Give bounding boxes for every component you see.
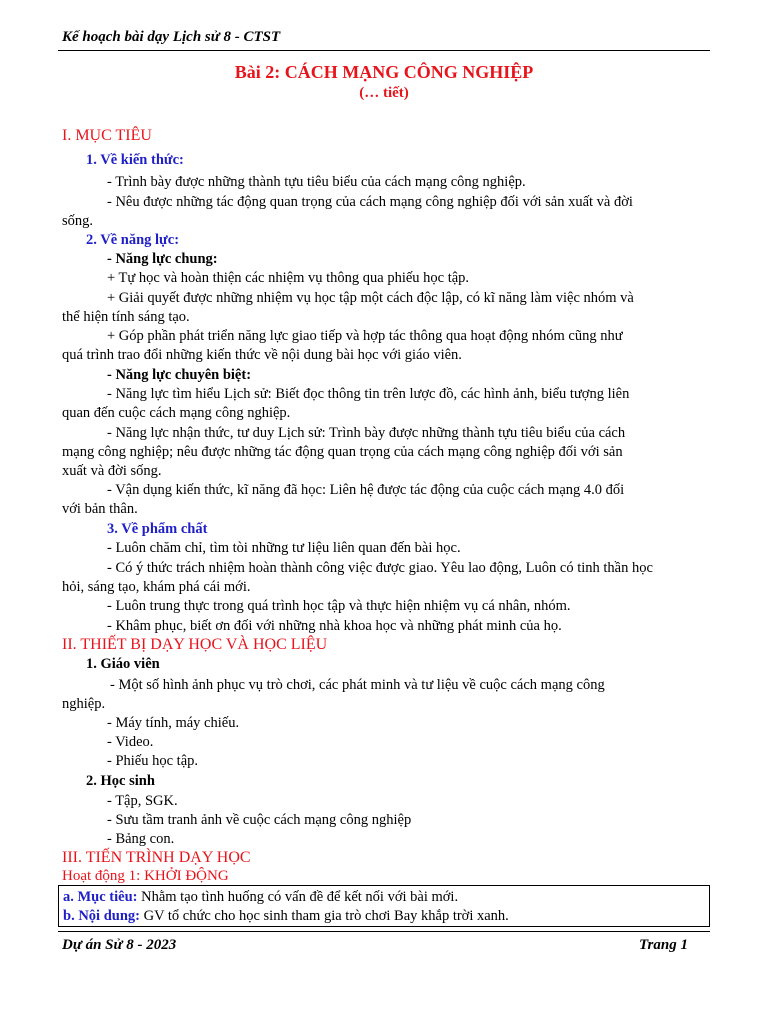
text-line: - Trình bày được những thành tựu tiêu biểu của cách mạng công nghiệp. (107, 174, 526, 190)
text-line: xuất và đời sống. (62, 463, 162, 479)
text-line: mạng công nghiệp; nêu được những tác động quan trọng của cách mạng công nghiệp đối với sản (62, 444, 623, 460)
text-line: - Sưu tầm tranh ảnh về cuộc cách mạng công nghiệp (107, 812, 412, 828)
text-line: - Năng lực tìm hiểu Lịch sử: Biết đọc thông tin trên lược đồ, các hình ảnh, biểu tượng liên (107, 386, 630, 402)
text-line: - Năng lực chung: (107, 251, 218, 267)
box-row-content (63, 907, 509, 925)
text-line: - Một số hình ảnh phục vụ trò chơi, các phát minh và tư liệu về cuộc cách mạng công (110, 677, 605, 693)
text-line: - Vận dụng kiến thức, kĩ năng đã học: Liên hệ được tác động của cuộc cách mạng 4.0 đối (107, 482, 625, 498)
footer-divider (58, 931, 710, 932)
page-number: Trang 1 (638, 937, 688, 953)
text-line: - Phiếu học tập. (107, 753, 199, 769)
text-line: hỏi, sáng tạo, khám phá cái mới. (62, 579, 251, 595)
text-line: - Tập, SGK. (107, 793, 178, 809)
activity-heading: Hoạt động 1: KHỞI ĐỘNG (62, 868, 229, 884)
activity-box (58, 885, 710, 927)
text-line: - Máy tính, máy chiếu. (107, 715, 240, 731)
objective-label: a. Mục tiêu: (63, 889, 138, 905)
subsection-teacher: 1. Giáo viên (86, 656, 160, 672)
text-line: - Luôn trung thực trong quá trình học tập và thực hiện nhiệm vụ cá nhân, nhóm. (107, 598, 571, 614)
text-line: - Video. (107, 734, 154, 750)
text-line: + Giải quyết được những nhiệm vụ học tập một cách độc lập, có kĩ năng làm việc nhóm và (107, 290, 634, 306)
subsection-student: 2. Học sinh (86, 773, 155, 789)
text-line: - Khâm phục, biết ơn đối với những nhà khoa học và những phát minh của họ. (107, 618, 562, 634)
text-line: + Tự học và hoàn thiện các nhiệm vụ thông qua phiếu học tập. (107, 270, 470, 286)
subsection-knowledge: 1. Về kiến thức: (86, 152, 184, 168)
text-line: quá trình trao đổi những kiến thức về nội dung bài học với giáo viên. (62, 347, 462, 363)
content-text: GV tổ chức cho học sinh tham gia trò chơi Bay khắp trời xanh. (139, 908, 509, 924)
text-line: - Luôn chăm chỉ, tìm tòi những tư liệu liên quan đến bài học. (107, 540, 461, 556)
content-label: b. Nội dung: (63, 908, 140, 924)
page-header: Kế hoạch bài dạy Lịch sử 8 - CTST (62, 29, 281, 45)
text-line: nghiệp. (62, 696, 106, 712)
subsection-qualities: 3. Về phẩm chất (107, 521, 208, 537)
header-divider (58, 50, 710, 51)
footer-project: Dự án Sử 8 - 2023 (62, 937, 177, 953)
lesson-title: Bài 2: CÁCH MẠNG CÔNG NGHIỆP (234, 62, 534, 82)
text-line: quan đến cuộc cách mạng công nghiệp. (62, 405, 291, 421)
text-line: sống. (62, 213, 94, 229)
text-line: - Năng lực chuyên biệt: (107, 367, 252, 383)
lesson-subtitle: (… tiết) (359, 85, 409, 101)
text-line: - Có ý thức trách nhiệm hoàn thành công việc được giao. Yêu lao động, Luôn có tinh thần học (107, 560, 653, 576)
box-row-objective (63, 888, 458, 906)
section-3-heading: III. TIẾN TRÌNH DẠY HỌC (62, 849, 251, 866)
objective-text: Nhằm tạo tình huống có vấn đề để kết nối với bài mới. (137, 889, 459, 905)
section-2-heading: II. THIẾT BỊ DẠY HỌC VÀ HỌC LIỆU (62, 636, 328, 653)
text-line: với bản thân. (62, 501, 138, 517)
text-line: - Nêu được những tác động quan trọng của cách mạng công nghiệp đối với sản xuất và đời (107, 194, 633, 210)
text-line: thể hiện tính sáng tạo. (62, 309, 190, 325)
text-line: + Góp phần phát triển năng lực giao tiếp và hợp tác thông qua hoạt động nhóm cũng như (107, 328, 623, 344)
text-line: - Năng lực nhận thức, tư duy Lịch sử: Trình bày được những thành tựu tiêu biểu của cách (107, 425, 626, 441)
text-line: - Bảng con. (107, 831, 175, 847)
section-1-heading: I. MỤC TIÊU (62, 127, 152, 144)
subsection-competence: 2. Về năng lực: (86, 232, 180, 248)
